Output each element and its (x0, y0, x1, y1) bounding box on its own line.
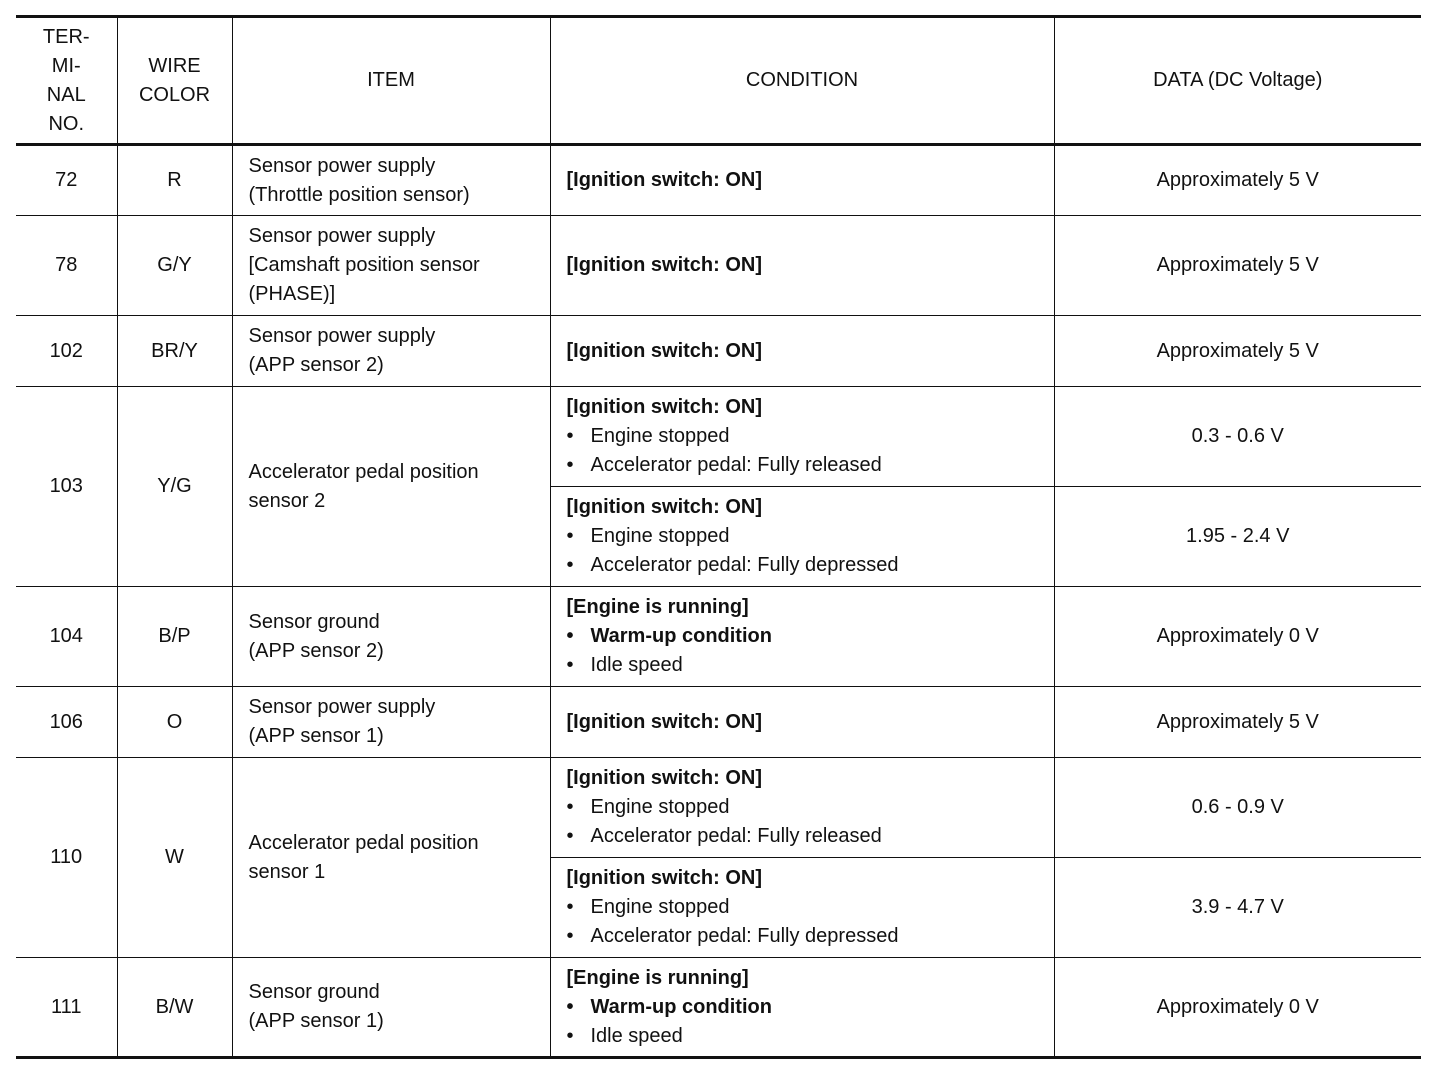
item-cell (232, 587, 550, 687)
condition-cell (550, 687, 1054, 758)
header-item: ITEM (232, 17, 550, 145)
header-wire-color: WIRE COLOR (117, 17, 232, 145)
condition-cell (550, 587, 1054, 687)
item-line: [Camshaft position sensor (248, 254, 480, 276)
item-line: (APP sensor 1) (248, 1010, 384, 1032)
condition-heading: [Ignition switch: ON] (566, 496, 763, 518)
item-line: (PHASE)] (248, 283, 336, 305)
terminal-data-table (16, 15, 1421, 1059)
wire-color-cell: G/Y (117, 216, 232, 316)
wire-color-cell: Y/G (117, 387, 232, 587)
item-line: Sensor ground (248, 981, 380, 1003)
condition-heading: [Ignition switch: ON] (566, 169, 763, 191)
header-condition: CONDITION (550, 17, 1054, 145)
item-line: sensor 2 (248, 489, 326, 512)
condition-cell (550, 387, 1054, 487)
wire-color-cell: O (117, 687, 232, 758)
condition-bullet: • Engine stopped (567, 422, 1046, 451)
condition-bullet: • Accelerator pedal: Fully released (567, 451, 1046, 480)
condition-heading: [Ignition switch: ON] (566, 867, 763, 889)
item-cell (232, 758, 550, 958)
condition-cell (550, 145, 1054, 216)
item-line: Accelerator pedal position (248, 831, 479, 854)
wire-color-cell: W (117, 758, 232, 958)
voltage-data-cell: Approximately 5 V (1054, 216, 1421, 316)
item-cell (232, 145, 550, 216)
wire-color-cell: BR/Y (117, 316, 232, 387)
item-line: (APP sensor 2) (248, 354, 384, 376)
condition-cell (550, 858, 1054, 958)
condition-heading: [Engine is running] (566, 596, 749, 618)
voltage-data-cell: Approximately 0 V (1054, 587, 1421, 687)
item-cell (232, 387, 550, 587)
item-line: Sensor power supply (248, 154, 436, 177)
condition-bullet: • Engine stopped (567, 522, 1046, 551)
voltage-data-cell: Approximately 5 V (1054, 687, 1421, 758)
voltage-data-cell: 3.9 - 4.7 V (1054, 858, 1421, 958)
voltage-data-cell: Approximately 5 V (1054, 145, 1421, 216)
item-line: sensor 1 (248, 860, 326, 883)
terminal-no-cell: 111 (16, 958, 117, 1058)
item-line: Accelerator pedal position (248, 460, 479, 483)
voltage-data-cell: Approximately 0 V (1054, 958, 1421, 1058)
voltage-data-cell: 1.95 - 2.4 V (1054, 487, 1421, 587)
condition-cell (550, 216, 1054, 316)
wire-color-cell: B/W (117, 958, 232, 1058)
condition-bullet: • Accelerator pedal: Fully depressed (567, 551, 1046, 580)
condition-bullet: • Accelerator pedal: Fully depressed (567, 922, 1046, 951)
table-row (16, 758, 1421, 858)
item-line: Sensor power supply (248, 325, 436, 347)
voltage-data-cell: 0.3 - 0.6 V (1054, 387, 1421, 487)
condition-cell (550, 958, 1054, 1058)
terminal-no-cell: 110 (16, 758, 117, 958)
header-terminal-no: TER- MI- NAL NO. (16, 17, 117, 145)
table-row (16, 387, 1421, 487)
table-row (16, 958, 1421, 1058)
header-data: DATA (DC Voltage) (1054, 17, 1421, 145)
terminal-no-cell: 106 (16, 687, 117, 758)
condition-bullet: • Idle speed (567, 1022, 1046, 1051)
item-cell (232, 958, 550, 1058)
terminal-no-cell: 78 (16, 216, 117, 316)
condition-heading: [Ignition switch: ON] (566, 339, 763, 362)
item-line: Sensor ground (248, 610, 380, 633)
condition-bullet: • Engine stopped (567, 893, 1046, 922)
item-line: (APP sensor 1) (248, 725, 384, 747)
condition-cell (550, 758, 1054, 858)
condition-heading: [Ignition switch: ON] (566, 254, 763, 276)
table-row (16, 587, 1421, 687)
item-cell (232, 216, 550, 316)
terminal-no-cell: 102 (16, 316, 117, 387)
condition-heading: [Ignition switch: ON] (566, 710, 763, 733)
condition-cell (550, 316, 1054, 387)
voltage-data-cell: Approximately 5 V (1054, 316, 1421, 387)
item-cell (232, 316, 550, 387)
condition-cell (550, 487, 1054, 587)
wire-color-cell: R (117, 145, 232, 216)
item-line: Sensor power supply (248, 225, 436, 247)
table-row (16, 316, 1421, 387)
condition-bullet: • Idle speed (567, 651, 1046, 680)
condition-heading: [Engine is running] (566, 966, 749, 989)
terminal-no-cell: 103 (16, 387, 117, 587)
item-line: Sensor power supply (248, 696, 436, 718)
condition-bullet: • Accelerator pedal: Fully released (567, 822, 1046, 851)
item-cell (232, 687, 550, 758)
condition-bullet: • Engine stopped (567, 793, 1046, 822)
condition-bullet: • Warm-up condition (567, 993, 1046, 1022)
voltage-data-cell: 0.6 - 0.9 V (1054, 758, 1421, 858)
table-row (16, 216, 1421, 316)
table-row (16, 145, 1421, 216)
table-row (16, 687, 1421, 758)
condition-heading: [Ignition switch: ON] (566, 767, 763, 789)
condition-bullet: • Warm-up condition (567, 622, 1046, 651)
wire-color-cell: B/P (117, 587, 232, 687)
terminal-no-cell: 72 (16, 145, 117, 216)
item-line: (Throttle position sensor) (248, 183, 470, 206)
terminal-no-cell: 104 (16, 587, 117, 687)
condition-heading: [Ignition switch: ON] (566, 396, 763, 418)
table-header-row (16, 17, 1421, 145)
item-line: (APP sensor 2) (248, 639, 384, 662)
